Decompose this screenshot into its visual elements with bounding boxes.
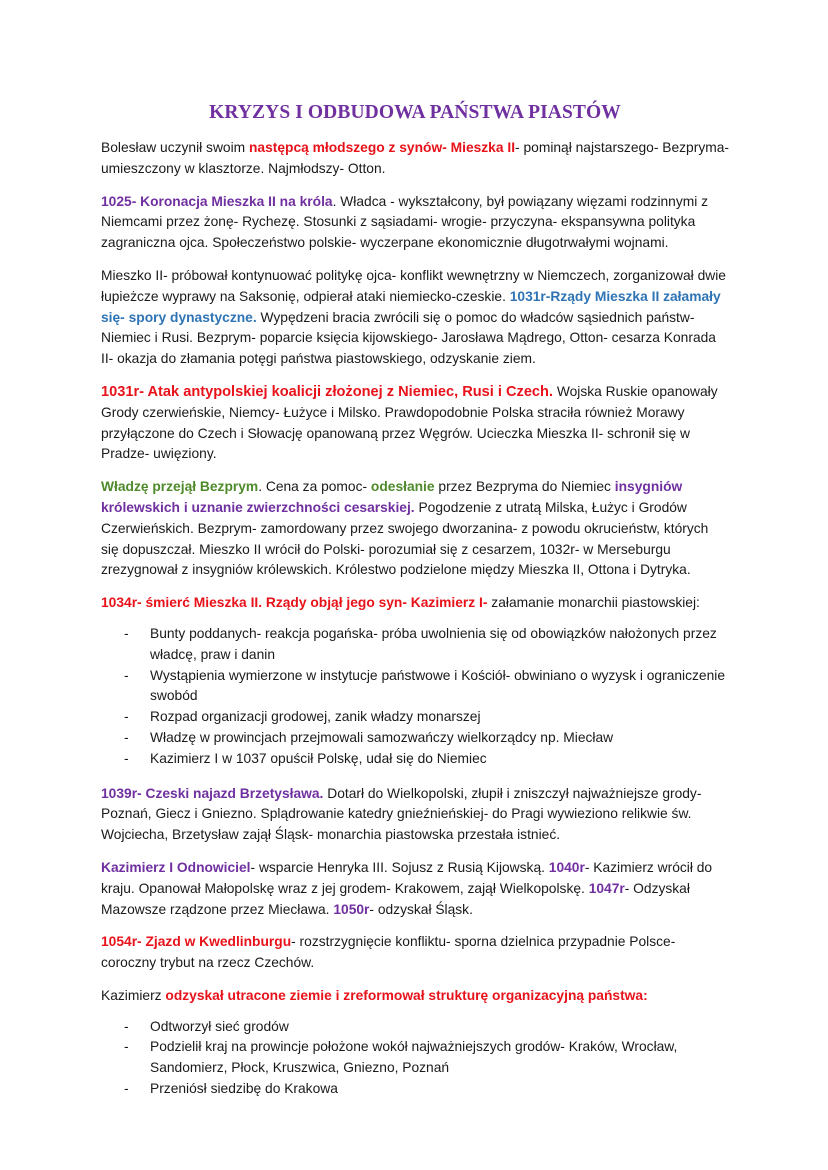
text: Dotarł do Wielkopolski, złupił i zniszczył najważniejsze grody- Poznań, Giecz i Gniezno. Splądrowanie katedry gnieźnieńskiej- do Pragi wywieziono relikwie św. Wojciecha, Brzetysław zajął Śląsk- monarchia piastowska przestała istnieć. xyxy=(101,785,702,843)
text: - wsparcie Henryka III. Sojusz z Rusią Kijowską. xyxy=(250,859,549,875)
text: . Cena za pomoc- xyxy=(258,479,371,495)
paragraph-coronation xyxy=(101,192,729,254)
highlight-purple: 1025- Koronacja Mieszka II na króla xyxy=(101,193,333,209)
list-item: - Podzielił kraj na prowincje położone wokół najważniejszych grodów- Kraków, Wrocław, Sandomierz, Płock, Kruszwica, Gniezno, Poznań xyxy=(101,1037,729,1079)
list-item: - Przeniósł siedzibę do Krakowa xyxy=(101,1079,729,1100)
paragraph-quedlinburg xyxy=(101,932,729,974)
list-collapse-causes xyxy=(101,624,729,770)
highlight-green: Władzę przejął Bezprym xyxy=(101,479,259,495)
text: . Władca - wykształcony, był powiązany więzami rodzinnymi z Niemcami przez żonę- Rychezę. Stosunki z sąsiadami- wrogie- przyczyna- ekspansywna polityka zagraniczna ojca. Społeczeństwo polskie- wyczerpane ekonomicznie długotrwałymi wojnami. xyxy=(101,193,709,251)
list-item: - Bunty poddanych- reakcja pogańska- próba uwolnienia się od obowiązków nałożonych przez władcę, praw i danin xyxy=(101,624,729,666)
text: załamanie monarchii piastowskiej: xyxy=(487,595,700,611)
list-item: - Odtworzył sieć grodów xyxy=(101,1017,729,1038)
highlight-purple: Kazimierz I Odnowiciel xyxy=(101,859,251,875)
paragraph-reforms xyxy=(101,986,729,1007)
highlight-purple: 1039r- Czeski najazd Brzetysława. xyxy=(101,785,324,801)
highlight-red: odzyskał utracone ziemie i zreformował strukturę organizacyjną państwa: xyxy=(165,987,648,1003)
list-reforms xyxy=(101,1017,729,1100)
list-item: - Wystąpienia wymierzone w instytucje państwowe i Kościół- obwiniano o wyzysk i ograniczenie swobód xyxy=(101,666,729,708)
highlight-purple: 1040r xyxy=(548,859,585,875)
document-page xyxy=(101,102,729,1114)
paragraph-kazimierz-restorer xyxy=(101,858,729,920)
text: - Kazimierz wrócił do kraju. Opanował Małopolskę wraz z jej grodem- Krakowem, zajął Wielkopolskę. xyxy=(101,859,713,896)
list-item: - Rozpad organizacji grodowej, zanik władzy monarszej xyxy=(101,707,729,728)
highlight-red: 1054r- Zjazd w Kwedlinburgu xyxy=(101,934,292,950)
text: Pogodzenie z utratą Milska, Łużyc i Grodów Czerwieńskich. Bezprym- zamordowany przez swojego dworzanina- z powodu okrucieństw, których się dopuszczał. Mieszko II wrócił do Polski- porozumiał się z cesarzem, 1032r- w Merseburgu zrezygnował z insygniów królewskich. Królestwo podzielone między Mieszka II, Ottona i Dytryka. xyxy=(101,499,709,578)
list-item: - Kazimierz I w 1037 opuścił Polskę, udał się do Niemiec xyxy=(101,749,729,770)
highlight-red: 1034r- śmierć Mieszka II. Rządy objął jego syn- Kazimierz I- xyxy=(101,595,488,611)
highlight-purple: insygniów królewskich i uznanie zwierzchności cesarskiej. xyxy=(101,479,683,515)
text: Mieszko II- próbował kontynuować politykę ojca- konflikt wewnętrzny w Niemczech, zorganizował dwie łupieżcze wyprawy na Saksonię, odpierał ataki niemiecko-czeskie. xyxy=(101,267,726,304)
highlight-purple: 1047r xyxy=(588,880,625,896)
text: - rozstrzygnięcie konfliktu- sporna dzielnica przypadnie Polsce- coroczny trybut na rzecz Czechów. xyxy=(101,934,676,971)
text: - Odzyskał Mazowsze rządzone przez Miecława. xyxy=(101,880,690,917)
text: przez Bezpryma do Niemiec xyxy=(434,479,615,495)
text: Kazimierz xyxy=(101,987,166,1003)
highlight-purple: 1050r xyxy=(333,901,370,917)
text: Wojska Ruskie opanowały Grody czerwieńskie, Niemcy- Łużyce i Milsko. Prawdopodobnie Polska straciła również Morawy przyłączone do Czech i Słowację opanowaną przez Węgrów. Ucieczka Mieszka II- schronił się w Pradze- uwięziony. xyxy=(101,383,718,462)
text: Bolesław uczynił swoim xyxy=(101,140,249,155)
paragraph-death-mieszko xyxy=(101,593,729,614)
paragraph-czech-invasion xyxy=(101,784,729,846)
paragraph-succession xyxy=(101,138,729,180)
list-item: - Władzę w prowincjach przejmowali samozwańczy wielkorządcy np. Miecław xyxy=(101,728,729,749)
highlight-blue: 1031r-Rządy Mieszka II załamały się- spory dynastyczne. xyxy=(101,288,721,325)
text: - pominął najstarszego- Bezpryma- umieszczony w klasztorze. Najmłodszy- Otton. xyxy=(101,140,729,176)
paragraph-coalition-attack xyxy=(101,382,729,465)
text: - odzyskał Śląsk. xyxy=(369,901,473,917)
document-title: KRYZYS I ODBUDOWA PAŃSTWA PIASTÓW xyxy=(209,102,621,123)
highlight-green: odesłanie xyxy=(370,479,435,495)
text: Wypędzeni bracia zwrócili się o pomoc do władców sąsiednich państw- Niemiec i Rusi. Bezprym- poparcie księcia kijowskiego- Jarosława Mądrego, Otton- cesarza Konrada II- okazja do złamania potęgi państwa piastowskiego, odzyskanie ziem. xyxy=(101,309,716,367)
highlight-red: następcą młodszego z synów- Mieszka II xyxy=(248,140,516,155)
paragraph-mieszko-policy xyxy=(101,266,729,370)
highlight-red: 1031r- Atak antypolskiej koalicji złożonej z Niemiec, Rusi i Czech. xyxy=(101,383,554,400)
paragraph-bezprym xyxy=(101,477,729,581)
